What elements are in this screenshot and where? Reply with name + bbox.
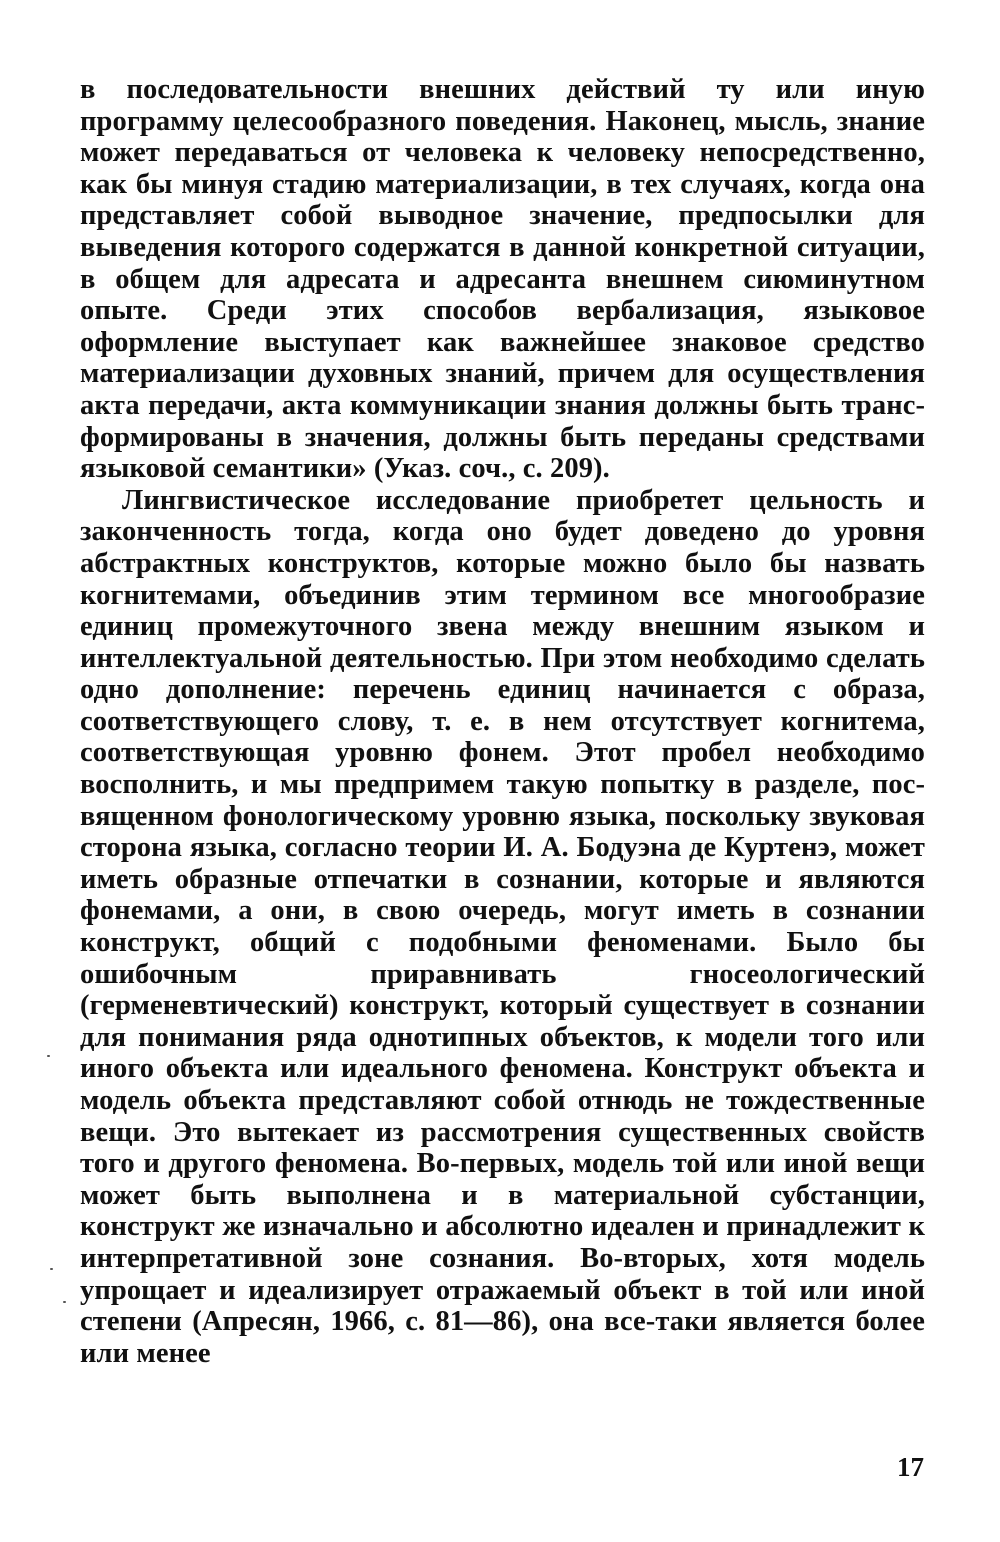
paragraph-linguistic-research: Лингвистическое исследование приобретет цельность и законченность тогда, когда оно будет доведено до уровня абстрактных конструктов, которые можно было бы назвать когнитемами, объединив этим термином все многообразие единиц промежуточного звена между внешним языком и интеллектуальной деятельностью. При этом необходимо сделать одно дополнение: перечень единиц начинается с образа, соответствующего слову, т. е. в нем отсутствует когнитема, соответствующая уровню фонем. Этот пробел необходимо восполнить, и мы предпримем такую попытку в разделе, посвященном фонологическому уровню языка, поскольку звуковая сторона языка, согласно теории И. А. Бодуэна де Куртенэ, может иметь образные отпечатки в сознании, которые и являются фонемами, а они, в свою очередь, могут иметь в сознании конструкт, общий с подобными феноменами. Было бы ошибочным приравнивать гносеологический (герменевтический) конструкт, который существует в сознании для понимания ряда однотипных объектов, к модели того или иного объекта или идеального феномена. Конструкт объекта и модель объекта представляют собой отнюдь не тождественные вещи. Это вытекает из рассмотрения существенных свойств того и другого феномена. Во-первых, модель той или иной вещи может быть выполнена и в материальной субстанции, конструкт же изначально и абсолютно идеален и принадлежит к интерпретативной зоне сознания. Во-вторых, хотя модель упрощает и идеализирует отражаемый объект в той или иной степени (Апресян, 1966, с. 81—86), она все-таки является более или менее [80,484,925,1369]
scan-speck [63,1301,66,1303]
scan-speck [50,1268,53,1270]
paragraph-continuation: в последовательности внешних действий ту или иную программу целесообразного поведения. Наконец, мысль, знание может передаваться от человека к человеку непосредственно, как бы минуя стадию материализации, в тех случаях, когда она представляет собой выводное значение, предпосылки для выведения которого содержатся в данной конкретной ситуации, в общем для адресата и адресанта внешнем сиюминутном опыте. Среди этих способов вербализация, языковое оформление выступает как важнейшее знаковое средство материализации духовных знаний, причем для осуществления акта передачи, акта коммуникации знания должны быть трансформированы в значения, должны быть переданы средствами языковой семантики» (Указ. соч., с. 209). [80,74,925,485]
scan-speck [47,1055,50,1057]
page-number: 17 [897,1452,924,1482]
body-text [80,74,925,1369]
